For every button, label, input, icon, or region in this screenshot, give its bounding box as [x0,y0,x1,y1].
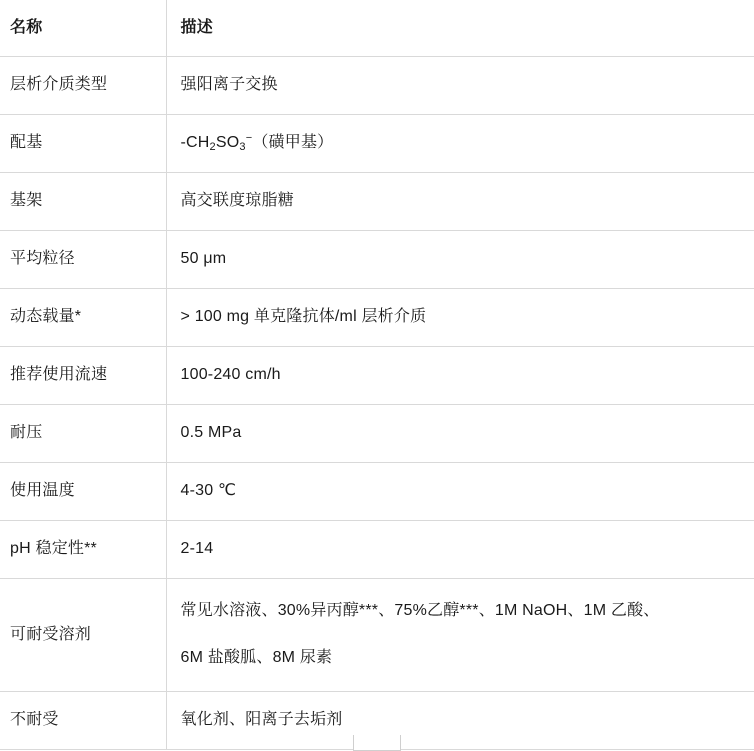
row-description: 4-30 ℃ [166,463,754,521]
row-name: 可耐受溶剂 [0,579,166,692]
table-row [0,115,754,173]
column-header-description: 描述 [166,0,754,57]
row-description: $-CH_2SO_3^-$（磺甲基） [166,115,754,173]
row-description: > 100 mg 单克隆抗体/ml 层析介质 [166,289,754,347]
table-row [0,231,754,289]
row-name: 耐压 [0,405,166,463]
table-row [0,173,754,231]
table-row [0,347,754,405]
row-name: pH 稳定性** [0,521,166,579]
table-row [0,463,754,521]
page-footer [0,735,754,751]
row-name: 配基 [0,115,166,173]
row-name: 平均粒径 [0,231,166,289]
row-name: 使用温度 [0,463,166,521]
row-description-line: 6M 盐酸胍、8M 尿素 [180,649,333,666]
row-description: 氧化剂、阳离子去垢剂 [166,692,754,750]
footer-box [353,735,401,751]
table-row [0,405,754,463]
row-name: 动态载量* [0,289,166,347]
column-header-name: 名称 [0,0,166,57]
table-row [0,57,754,115]
table-header-row [0,0,754,57]
row-description-line: 常见水溶液、30%异丙醇***、75%乙醇***、1M NaOH、1M 乙酸、 [180,602,660,620]
row-description [166,579,754,692]
row-description: 强阳离子交换 [166,57,754,115]
table-row [0,579,754,692]
row-description: 高交联度琼脂糖 [166,173,754,231]
table-row [0,521,754,579]
row-description: 0.5 MPa [166,405,754,463]
row-name: 层析介质类型 [0,57,166,115]
row-name: 基架 [0,173,166,231]
row-name: 不耐受 [0,692,166,750]
table-row [0,289,754,347]
row-description: 100-240 cm/h [166,347,754,405]
row-name: 推荐使用流速 [0,347,166,405]
row-description: 50 μm [166,231,754,289]
row-description: 2-14 [166,521,754,579]
